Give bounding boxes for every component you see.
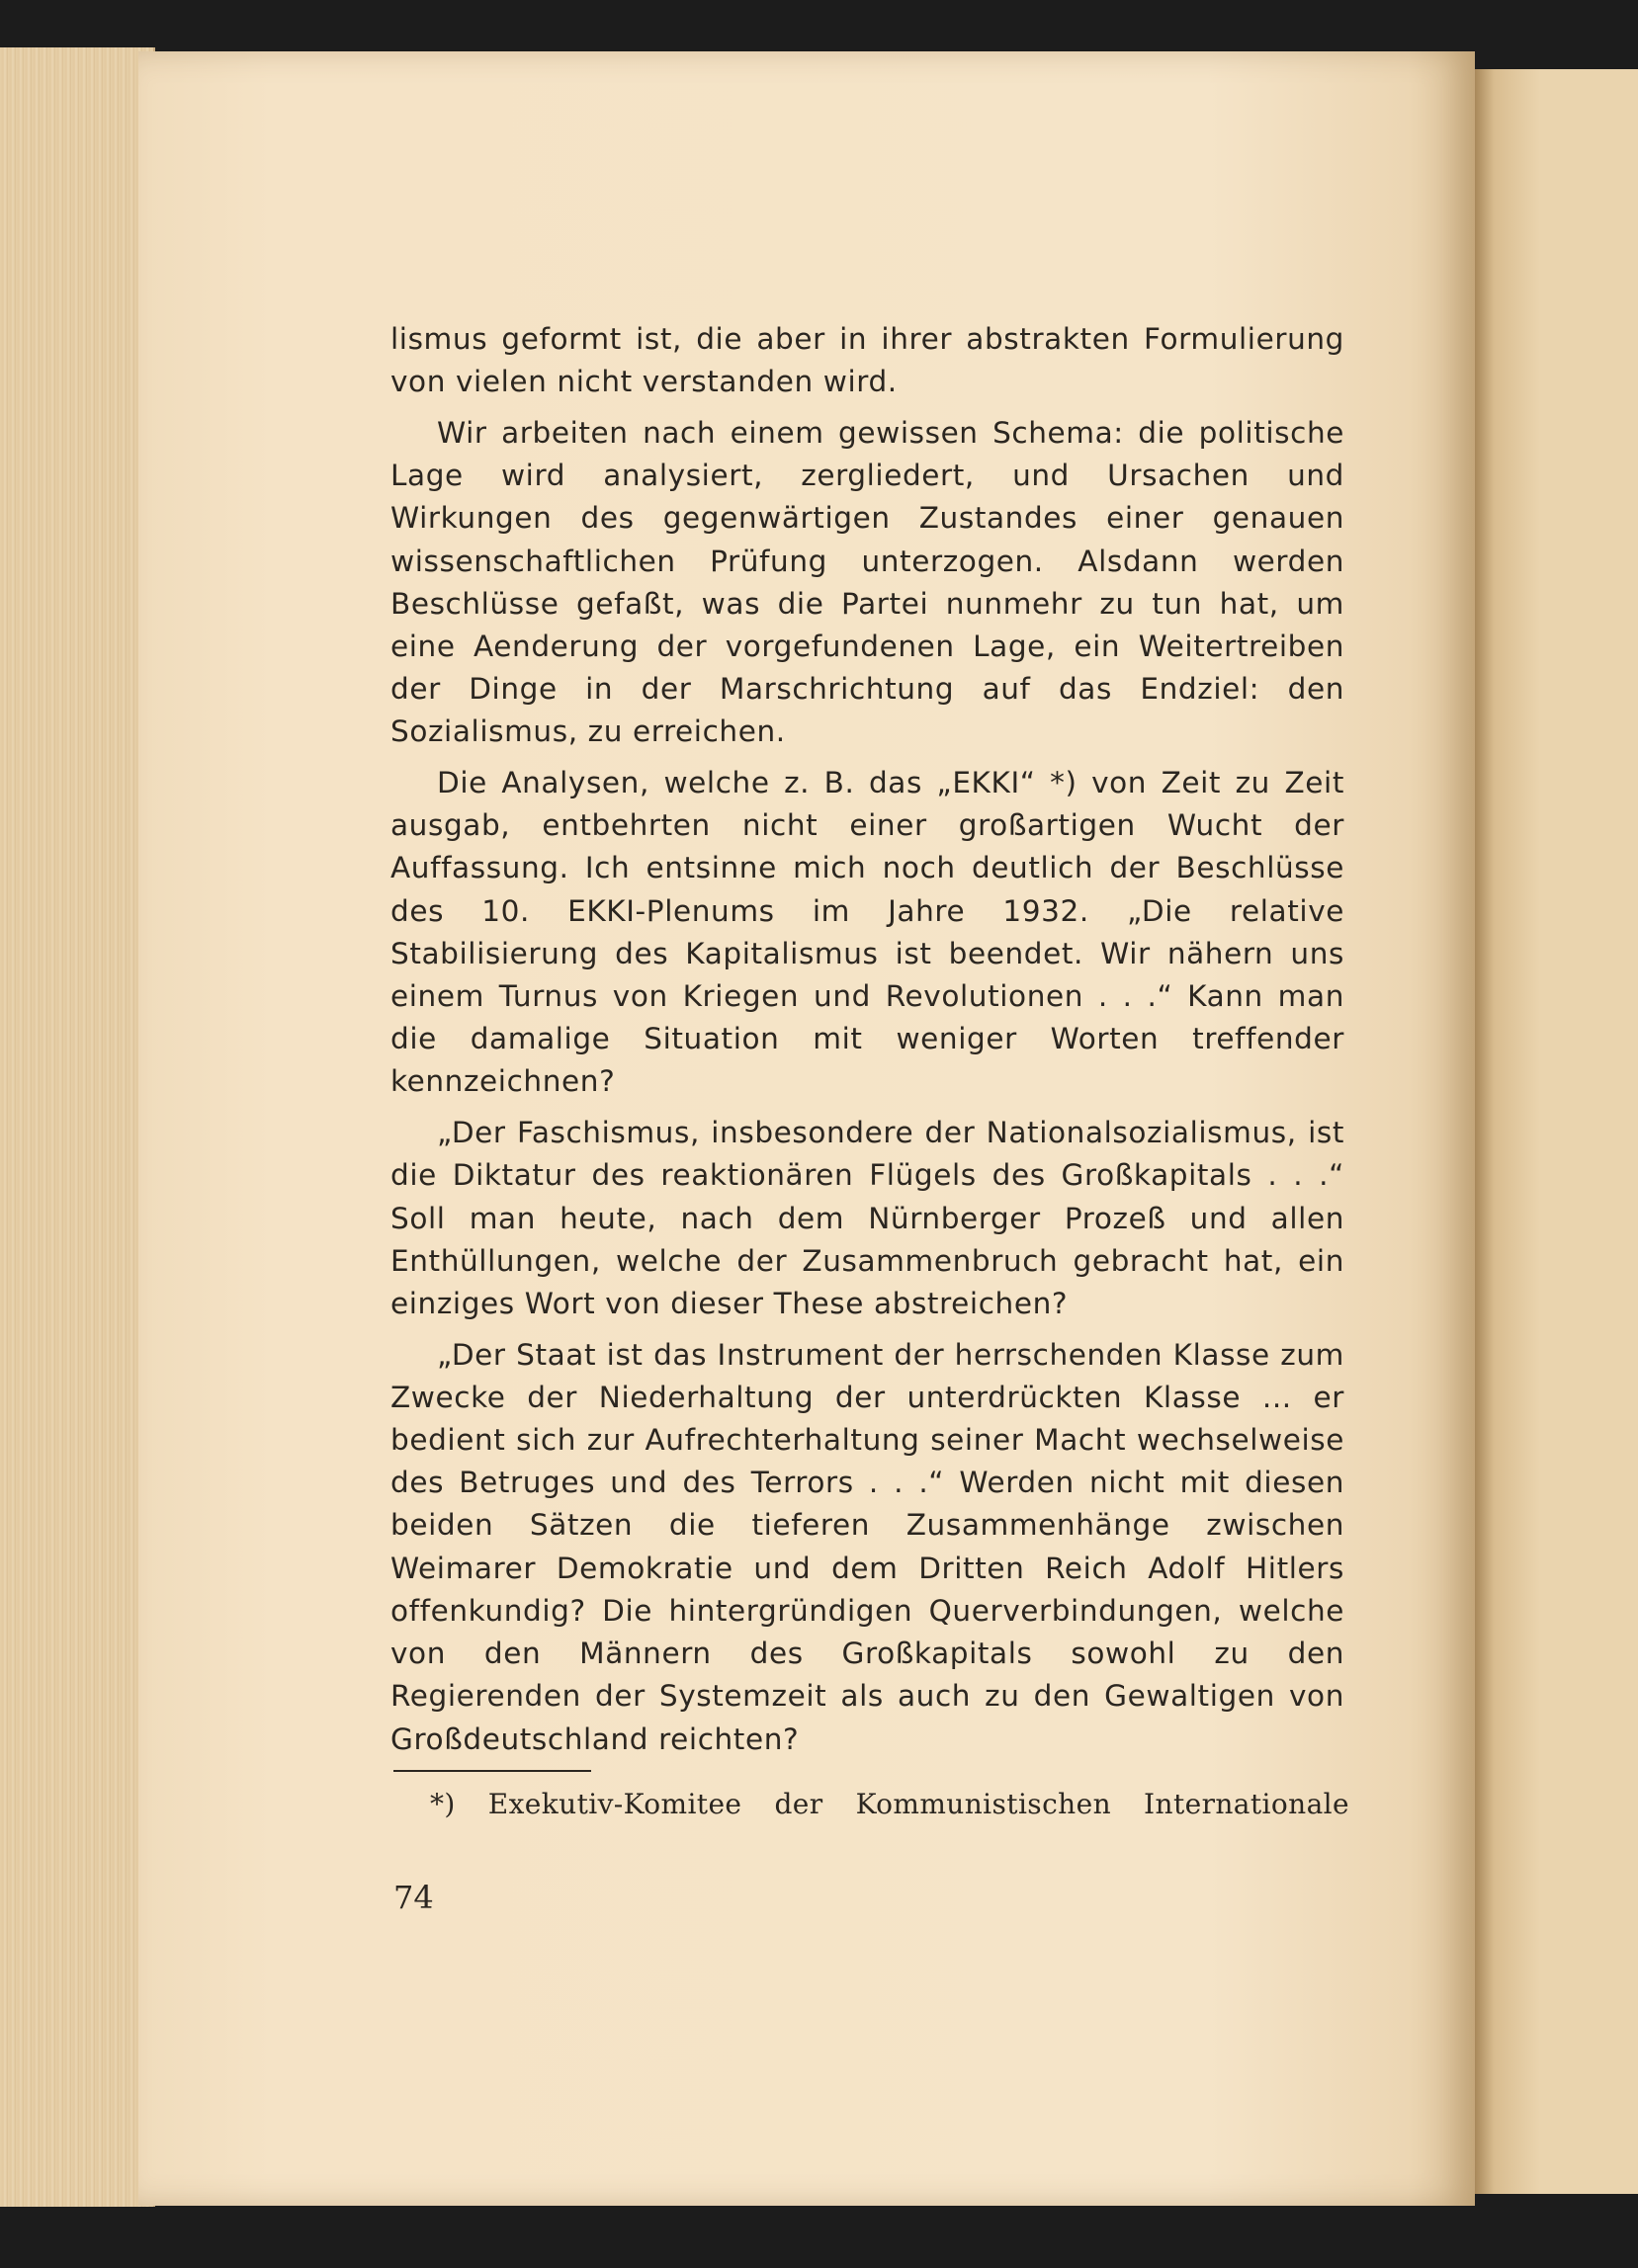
paragraph-1: lismus geformt ist, die aber in ihrer abstrakten Formulierung von vielen nicht verstanden wird.	[390, 322, 1344, 399]
footnote: *) Exekutiv-Komitee der Kommunistischen Internationale	[430, 1788, 1349, 1820]
next-page-edge	[1475, 69, 1638, 2194]
paragraph-4: „Der Faschismus, insbesondere der Nationalsozialismus, ist die Diktatur des reaktionären Flügels des Großkapitals . . .“ Soll man heute, nach dem Nürnberger Prozeß und allen Enthüllungen, welche der Zusammenbruch gebracht hat, ein einziges Wort von dieser These abstreichen?	[390, 1116, 1344, 1320]
paragraph-3: Die Analysen, welche z. B. das „EKKI“ *) von Zeit zu Zeit ausgab, entbehrten nicht einer großartigen Wucht der Auffassung. Ich entsinne mich noch deutlich der Beschlüsse des 10. EKKI-Plenums im Jahre 1932. „Die relative Stabilisierung des Kapitalismus ist beendet. Wir nähern uns einem Turnus von Kriegen und Revolutionen . . .“ Kann man die damalige Situation mit weniger Worten treffender kennzeichnen?	[390, 766, 1344, 1099]
page-number: 74	[393, 1879, 434, 1916]
footnote-separator	[393, 1770, 591, 1772]
paragraph-5: „Der Staat ist das Instrument der herrschenden Klasse zum Zwecke der Niederhaltung der unterdrückten Klasse ... er bedient sich zur Aufrechterhaltung seiner Macht wechselweise des Betruges und des Terrors . . .“ Werden nicht mit diesen beiden Sätzen die tieferen Zusammenhänge zwischen Weimarer Demokratie und dem Dritten Reich Adolf Hitlers offenkundig? Die hintergründigen Querverbindungen, welche von den Männern des Großkapitals sowohl zu den Regierenden der Systemzeit als auch zu den Gewaltigen von Großdeutschland reichten?	[390, 1337, 1344, 1756]
page-edges	[0, 47, 155, 2207]
body-text	[390, 318, 1344, 1769]
paragraph-2: Wir arbeiten nach einem gewissen Schema: die politische Lage wird analysiert, zergliedert, und Ursachen und Wirkungen des gegenwärtigen Zustandes einer genauen wissenschaftlichen Prüfung unterzogen. Alsdann werden Beschlüsse gefaßt, was die Partei nunmehr zu tun hat, um eine Aenderung der vorgefundenen Lage, ein Weitertreiben der Dinge in der Marschrichtung auf das Endziel: den Sozialismus, zu erreichen.	[390, 415, 1344, 749]
